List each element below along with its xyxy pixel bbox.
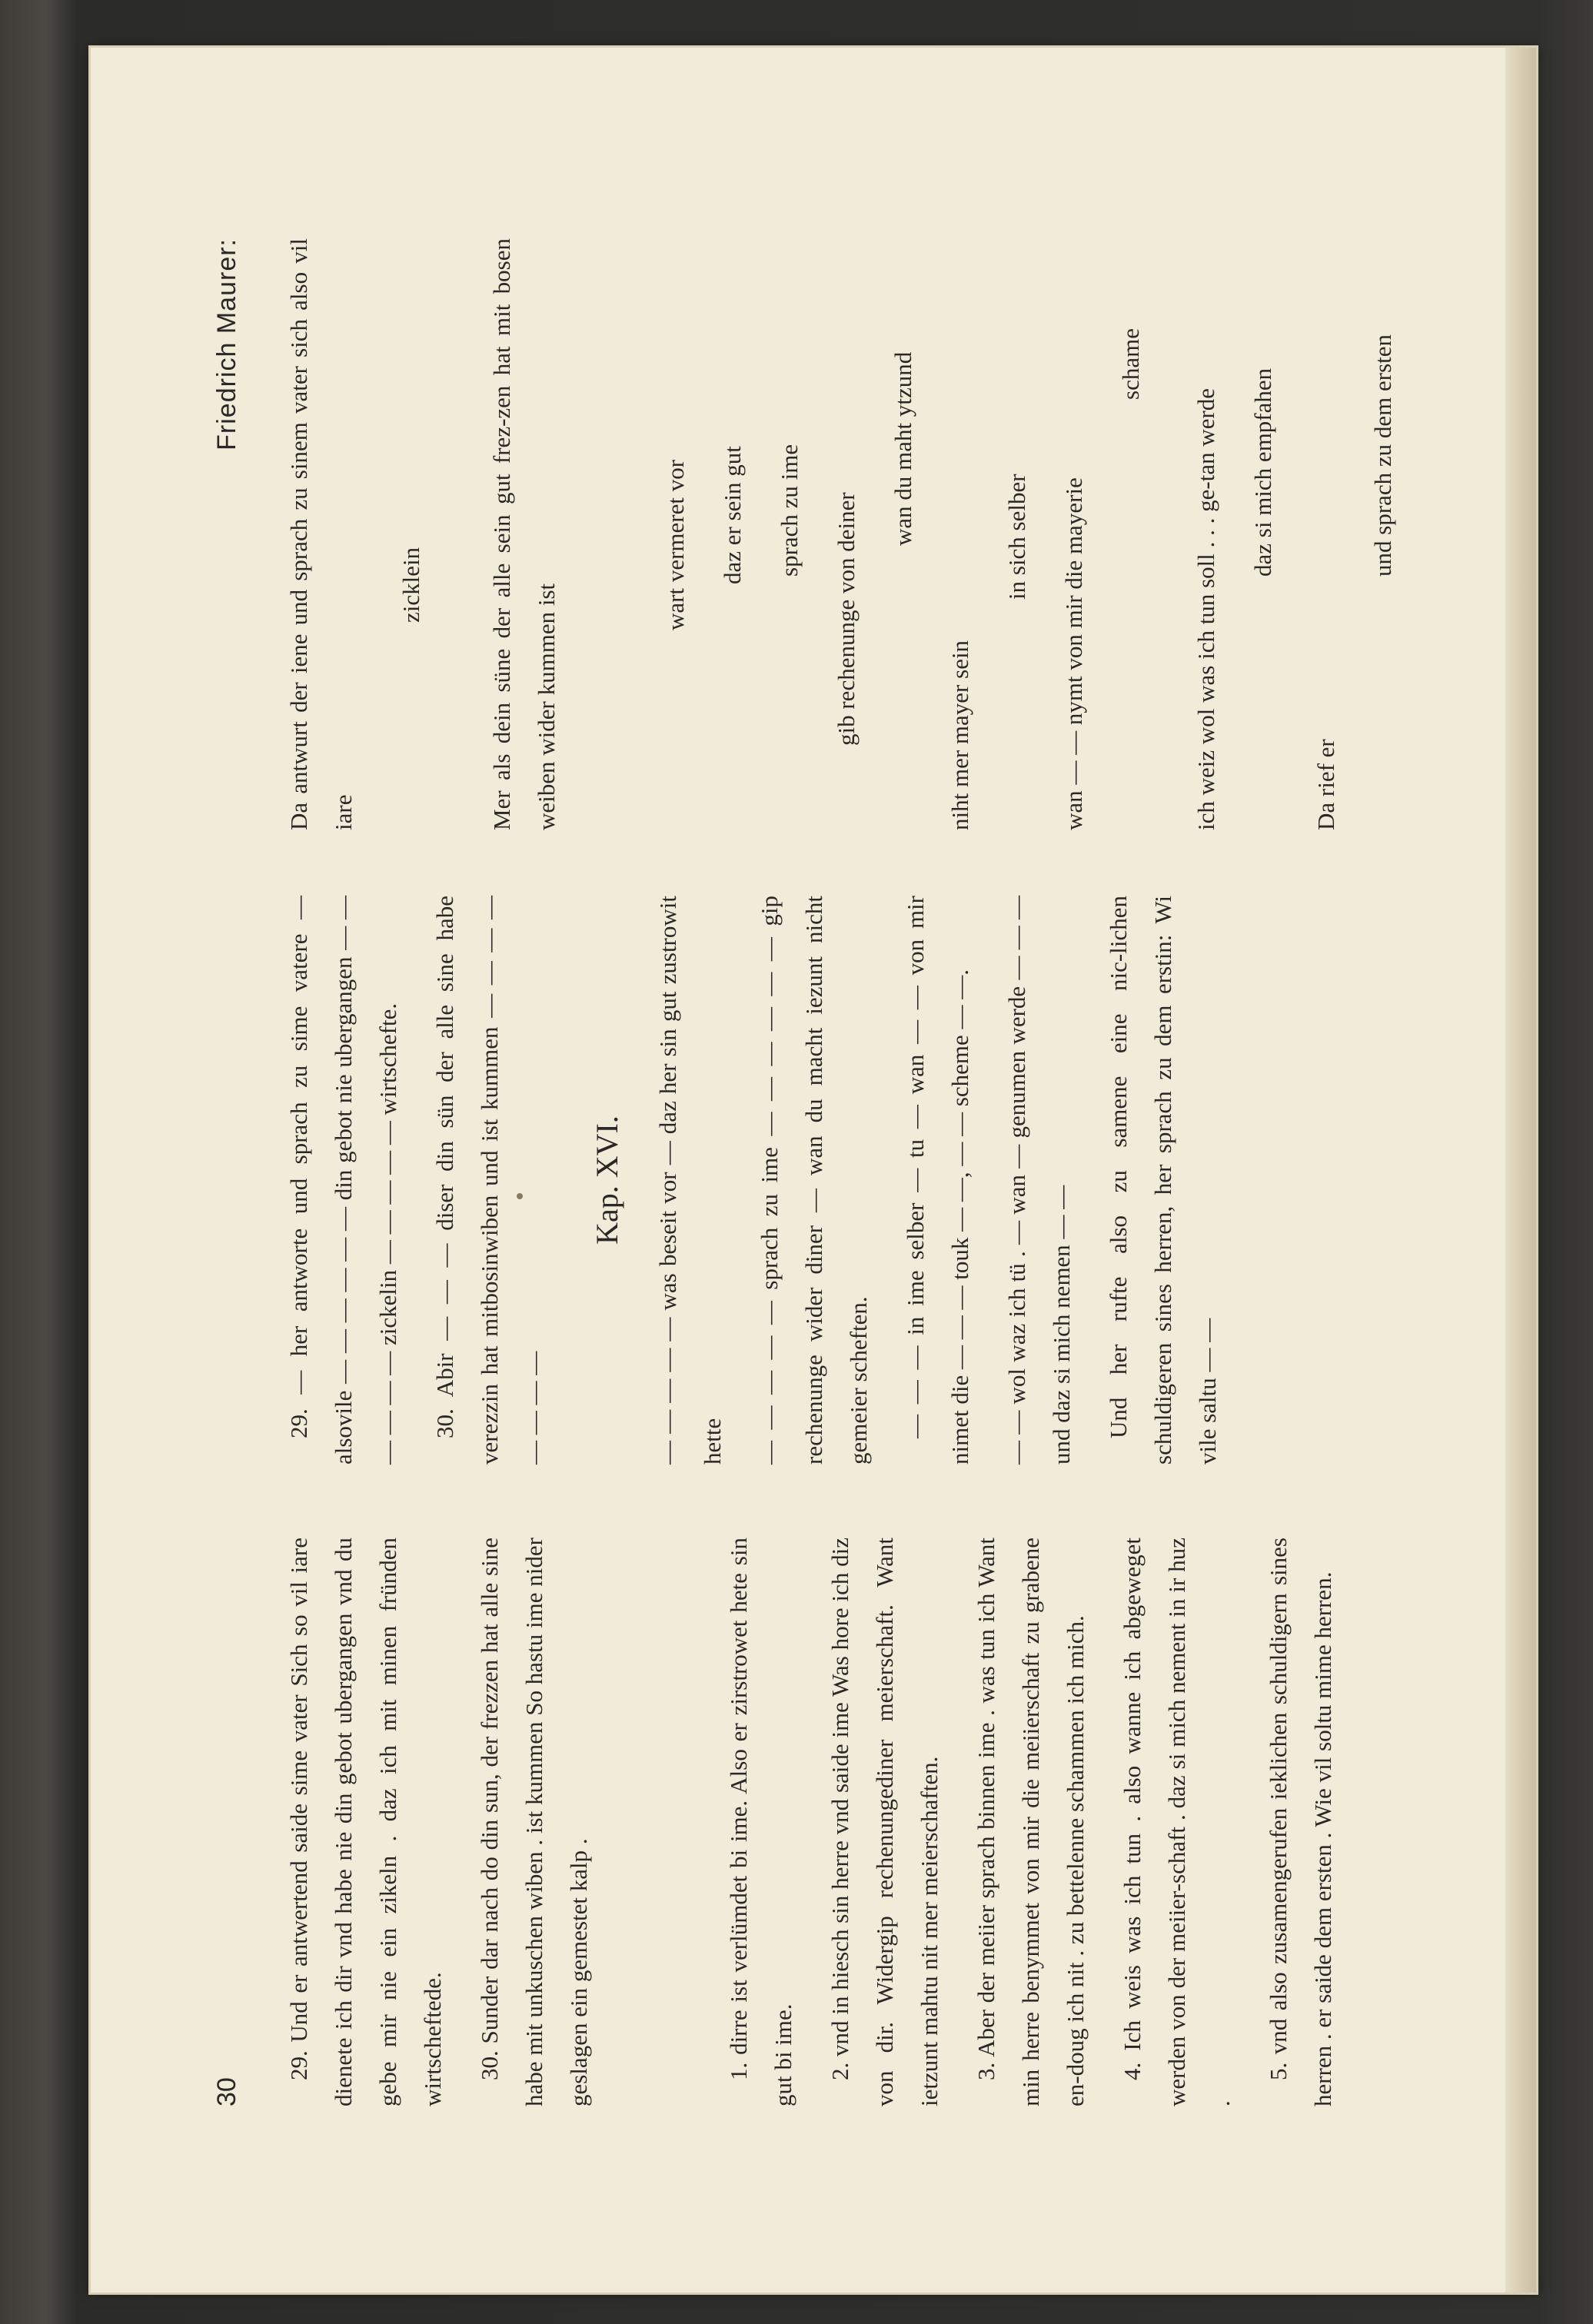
verse-4: 4. Ich weis was ich tun . also wanne ich abgeweget werden von der meiier-schaft . daz si mich nement in ir huz . [1119,1538,1235,2106]
verse-30: 30. Abir — — — diser din sün der alle sine habe verezzin hat mitbosinwiben und ist kummen — — — — — — — — [431,896,547,1465]
verse-5: Und her rufte also zu samene eine nic-lichen schuldigeren sines herren, her sprach zu dem erstin: Wi vile saltu — — [1105,896,1221,1465]
verse-2-b: gib rechenunge von deiner [833,492,860,746]
verse-5: 5. vnd also zusamengerufen ieklichen schuldigern sines herren . er saide dem ersten . Wie vil soltu mime herren. [1265,1538,1336,2106]
page-edge [1505,48,1536,2292]
verse-2-a: sprach zu ime [776,444,803,577]
verse-30: 30. Sunder dar nach do din sun, der frezzen hat alle sine habe mit unkuschen wiben . ist kummen So hastu ime nider geslagen ein gemestet kalp . [476,1538,592,2106]
verse-3-c: schame [1117,328,1144,400]
verse-1-b: daz er sein gut [719,446,746,584]
verse-2-d: niht mer mayer sein [946,640,973,830]
verse-2: — — — — — sprach zu ime — — — — — — gip rechenunge wider diner — wan du macht iezunt nicht gemeier scheften. [756,896,872,1465]
page-number: 30 [212,2077,241,2106]
verse-29-word: zicklein [397,547,424,623]
verse-1: 1. dirre ist verlümdet bi ime. Also er zirstrowet hete sin gut bi ime. [725,1538,796,2106]
verse-4-a: ich weiz wol was ich tun soll . . . ge-tan werde [1192,387,1219,830]
verse-3-b: wan — — nymt von mir die mayerie [1060,477,1087,830]
verse-4-b: daz si mich empfahen [1249,367,1276,577]
verse-29: 29. Und er antwertend saide sime vater Sich so vil iare dienete ich dir vnd habe nie din gebot ubergangen vnd du gebe mir nie ein zikeln . daz ich mit minen fründen wirtscheftede. [285,1538,446,2106]
verse-1: — — — — — was beseit vor — daz her sin gut zustrowit hette [654,896,726,1465]
running-header [200,238,254,2106]
running-title: Friedrich Maurer: [212,238,241,451]
verse-3-a: in sich selber [1003,474,1030,600]
verse-3: 3. Aber der meiier sprach binnen ime . was tun ich Want min herre benymmet von mir die meiierschaft zu grabene en-doug ich nit . zu bettelenne schammen ich mich. [973,1538,1089,2106]
rotated-page-content [200,238,1396,2106]
verse-5-b: und sprach zu dem ersten [1369,334,1396,577]
verse-2: 2. vnd in hiesch sin herre vnd saide ime Was hore ich diz von dir. Widergip rechenungediner meierschaft. Want ietzunt mahtu nit mer meierschaften. [826,1538,943,2106]
verse-5-a: Da rief er [1312,739,1339,830]
column-1 [277,1538,1358,2106]
verse-29: Da antwurt der iene und sprach zu sinem vater sich also vil iare [285,238,357,830]
verse-4: — — wol waz ich tü . — wan — genumen werde — — — und daz si mich nemen — — [1003,896,1075,1465]
chapter-heading: Kap. XVI. [590,1115,624,1245]
verse-3: — — — in ime selber — tu — wan — — von mir nimet die — — — touk — —, — — scheme — —. [902,896,973,1465]
verse-1-a: wart vermeret vor [662,459,689,630]
column-3 [277,238,1418,830]
column-2 [277,896,1242,1465]
verse-2-c: wan du maht ytzund [890,351,916,546]
verse-29: 29. — her antworte und sprach zu sime vatere — alsovile — — — — — — din gebot nie ubergangen — — — — — — zickelin — — — — — wirtschefte. [285,896,401,1465]
verse-30: Mer als dein süne der alle sein gut frez-zen hat mit bosen weiben wider kummen ist [488,238,560,830]
